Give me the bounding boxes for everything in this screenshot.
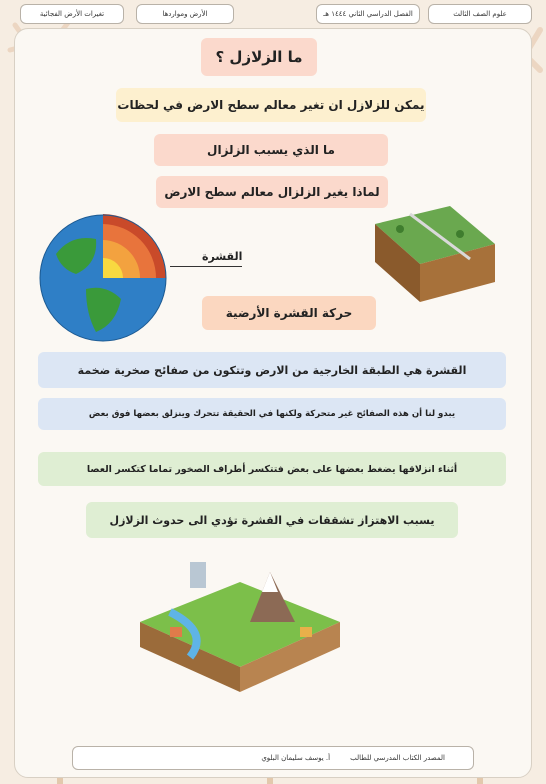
footer-author: أ. يوسف سليمان البلوي xyxy=(261,754,331,762)
fact-plates-move: يبدو لنا أن هذه الصفائح غير متحركة ولكنها في الحقيقة تتحرك وينزلق بعضها فوق بعض xyxy=(38,398,506,430)
footer xyxy=(72,746,474,770)
crust-movement-heading: حركة القشرة الأرضية xyxy=(202,296,376,330)
crust-pointer-line xyxy=(170,266,242,267)
fact-rocks-break: أثناء انزلاقها يضغط بعضها على بعض فتتكسر أطراف الصخور تماما كتكسر العصا xyxy=(38,452,506,486)
crust-label: القشرة xyxy=(202,250,243,263)
earthquake-terrain-illustration xyxy=(130,552,348,712)
header-subject-tab: علوم الصف الثالث xyxy=(428,4,532,24)
earth-layers-diagram xyxy=(36,214,171,342)
fact-cracks-cause-earthquake: يسبب الاهتزاز تشققات في القشرة تؤدي الى حدوث الزلازل xyxy=(86,502,458,538)
header-lesson-tab: تغيرات الأرض الفجائية xyxy=(20,4,124,24)
header-term-tab: الفصل الدراسي الثاني ١٤٤٤ هـ xyxy=(316,4,420,24)
fault-landscape-illustration xyxy=(370,204,500,302)
question-change: لماذا يغير الزلزال معالم سطح الارض xyxy=(156,176,388,208)
earthquake-statement: يمكن للزلازل ان تغير معالم سطح الارض في لحظات xyxy=(116,88,426,122)
page-title: ما الزلازل ؟ xyxy=(201,38,317,76)
footer-source: المصدر الكتاب المدرسي للطالب xyxy=(350,754,445,762)
question-cause: ما الذي يسبب الزلزال xyxy=(154,134,388,166)
fact-crust-definition: القشرة هي الطبقة الخارجية من الارض وتتكون من صفائح صخرية ضخمة xyxy=(38,352,506,388)
header-unit-tab: الأرض ومواردها xyxy=(136,4,234,24)
